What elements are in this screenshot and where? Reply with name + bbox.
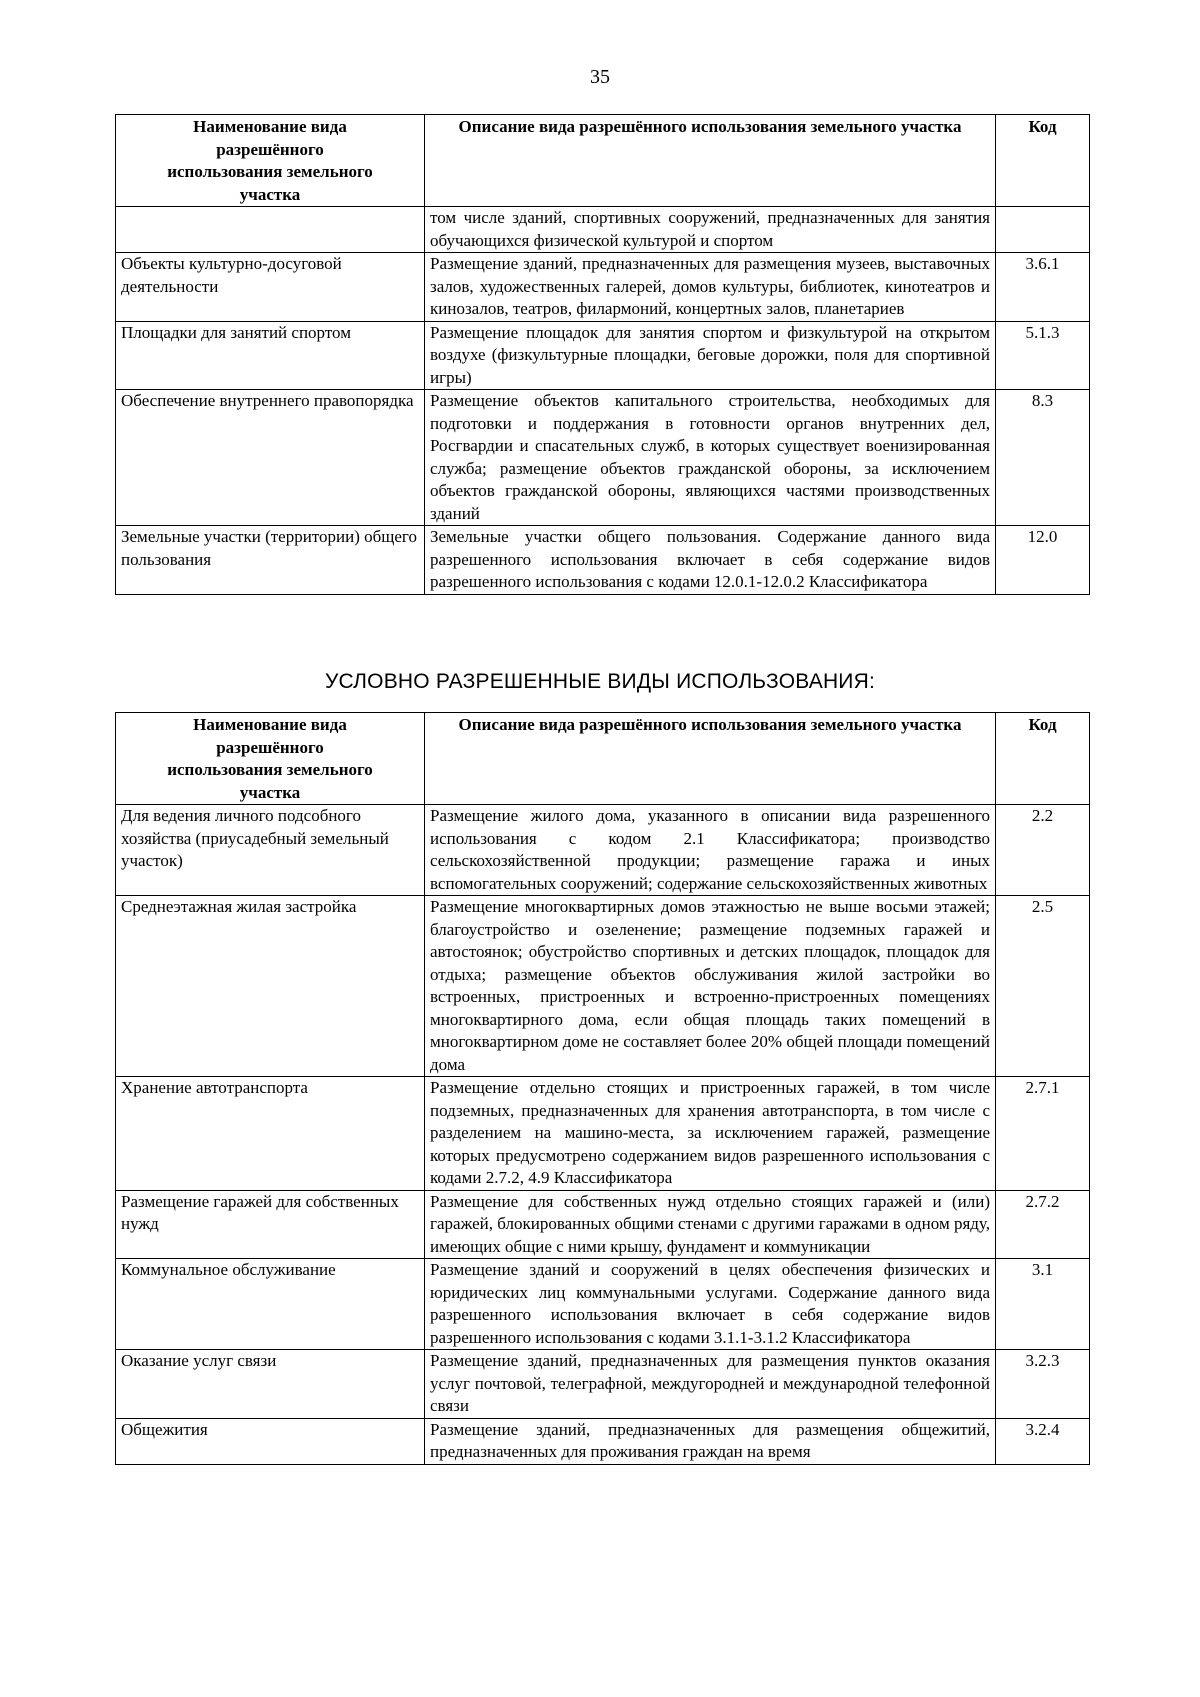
row-description: Размещение для собственных нужд отдельно стоящих гаражей и (или) гаражей, блокированных общими стенами с другими гаражами в одном ряду, имеющих общие с ними крышу, фундамент и коммуникации <box>425 1190 996 1259</box>
header-name: Наименование вида разрешённого использования земельного участка <box>116 713 425 805</box>
row-name: Размещение гаражей для собственных нужд <box>116 1190 425 1259</box>
row-name: Площадки для занятий спортом <box>116 321 425 390</box>
row-code: 8.3 <box>996 390 1090 526</box>
table-header-row <box>116 115 1090 207</box>
header-description: Описание вида разрешённого использования земельного участка <box>425 713 996 805</box>
row-name: Земельные участки (территории) общего пользования <box>116 526 425 595</box>
row-name: Хранение автотранспорта <box>116 1077 425 1191</box>
row-description: Размещение жилого дома, указанного в описании вида разрешенного использования с кодом 2.1 Классификатора; производство сельскохозяйственной продукции; размещение гаража и иных вспомогательных сооружений; содержание сельскохозяйственных животных <box>425 805 996 896</box>
table-row <box>116 896 1090 1077</box>
row-code: 5.1.3 <box>996 321 1090 390</box>
table-row <box>116 1418 1090 1464</box>
row-code: 3.6.1 <box>996 253 1090 322</box>
table-row <box>116 1350 1090 1419</box>
table-row <box>116 805 1090 896</box>
header-description: Описание вида разрешённого использования земельного участка <box>425 115 996 207</box>
row-description: Размещение зданий и сооружений в целях обеспечения физических и юридических лиц коммунальными услугами. Содержание данного вида разрешенного использования включает в себя содержание видов разрешенного использования с кодами 3.1.1-3.1.2 Классификатора <box>425 1259 996 1350</box>
row-description: Размещение многоквартирных домов этажностью не выше восьми этажей; благоустройство и озеленение; размещение подземных гаражей и автостоянок; обустройство спортивных и детских площадок, площадок для отдыха; размещение объектов обслуживания жилой застройки во встроенных, пристроенных и встроенно-пристроенных помещениях многоквартирного дома, если общая площадь таких помещений в многоквартирном доме не составляет более 20% общей площади помещений дома <box>425 896 996 1077</box>
row-description: Размещение объектов капитального строительства, необходимых для подготовки и поддержания в готовности органов внутренних дел, Росгвардии и спасательных служб, в которых существует военизированная служба; размещение объектов гражданской обороны, за исключением объектов гражданской обороны, являющихся частями производственных зданий <box>425 390 996 526</box>
row-name: Обеспечение внутреннего правопорядка <box>116 390 425 526</box>
page-number: 35 <box>590 66 610 88</box>
row-code: 2.7.2 <box>996 1190 1090 1259</box>
row-code: 3.2.3 <box>996 1350 1090 1419</box>
row-description: том числе зданий, спортивных сооружений, предназначенных для занятия обучающихся физической культурой и спортом <box>425 207 996 253</box>
row-description: Размещение площадок для занятия спортом и физкультурой на открытом воздухе (физкультурные площадки, беговые дорожки, поля для спортивной игры) <box>425 321 996 390</box>
row-name: Коммунальное обслуживание <box>116 1259 425 1350</box>
row-code: 12.0 <box>996 526 1090 595</box>
row-description: Земельные участки общего пользования. Содержание данного вида разрешенного использования включает в себя содержание видов разрешенного использования с кодами 12.0.1-12.0.2 Классификатора <box>425 526 996 595</box>
row-name: Объекты культурно-досуговой деятельности <box>116 253 425 322</box>
row-code: 2.2 <box>996 805 1090 896</box>
table-row <box>116 1259 1090 1350</box>
row-name: Для ведения личного подсобного хозяйства (приусадебный земельный участок) <box>116 805 425 896</box>
table-row <box>116 321 1090 390</box>
row-name <box>116 207 425 253</box>
row-description: Размещение зданий, предназначенных для размещения общежитий, предназначенных для проживания граждан на время <box>425 1418 996 1464</box>
conditionally-permitted-use-table <box>115 712 1090 1465</box>
row-name: Общежития <box>116 1418 425 1464</box>
row-name: Среднеэтажная жилая застройка <box>116 896 425 1077</box>
table-row <box>116 1190 1090 1259</box>
table-row <box>116 390 1090 526</box>
row-code: 3.1 <box>996 1259 1090 1350</box>
row-code: 2.5 <box>996 896 1090 1077</box>
table-header-row <box>116 713 1090 805</box>
table-row <box>116 526 1090 595</box>
row-description: Размещение зданий, предназначенных для размещения пунктов оказания услуг почтовой, телеграфной, междугородней и международной телефонной связи <box>425 1350 996 1419</box>
table-row <box>116 1077 1090 1191</box>
header-code: Код <box>996 713 1090 805</box>
row-name: Оказание услуг связи <box>116 1350 425 1419</box>
row-description: Размещение зданий, предназначенных для размещения музеев, выставочных залов, художественных галерей, домов культуры, библиотек, кинотеатров и кинозалов, театров, филармоний, концертных залов, планетариев <box>425 253 996 322</box>
table-row <box>116 207 1090 253</box>
header-name: Наименование вида разрешённого использования земельного участка <box>116 115 425 207</box>
header-code: Код <box>996 115 1090 207</box>
row-code: 2.7.1 <box>996 1077 1090 1191</box>
section-heading: УСЛОВНО РАЗРЕШЕННЫЕ ВИДЫ ИСПОЛЬЗОВАНИЯ: <box>324 670 876 693</box>
row-code: 3.2.4 <box>996 1418 1090 1464</box>
permitted-use-table <box>115 114 1090 595</box>
row-description: Размещение отдельно стоящих и пристроенных гаражей, в том числе подземных, предназначенных для хранения автотранспорта, в том числе с разделением на машино-места, за исключением гаражей, размещение которых предусмотрено содержанием видов разрешенного использования с кодами 2.7.2, 4.9 Классификатора <box>425 1077 996 1191</box>
table-row <box>116 253 1090 322</box>
row-code <box>996 207 1090 253</box>
